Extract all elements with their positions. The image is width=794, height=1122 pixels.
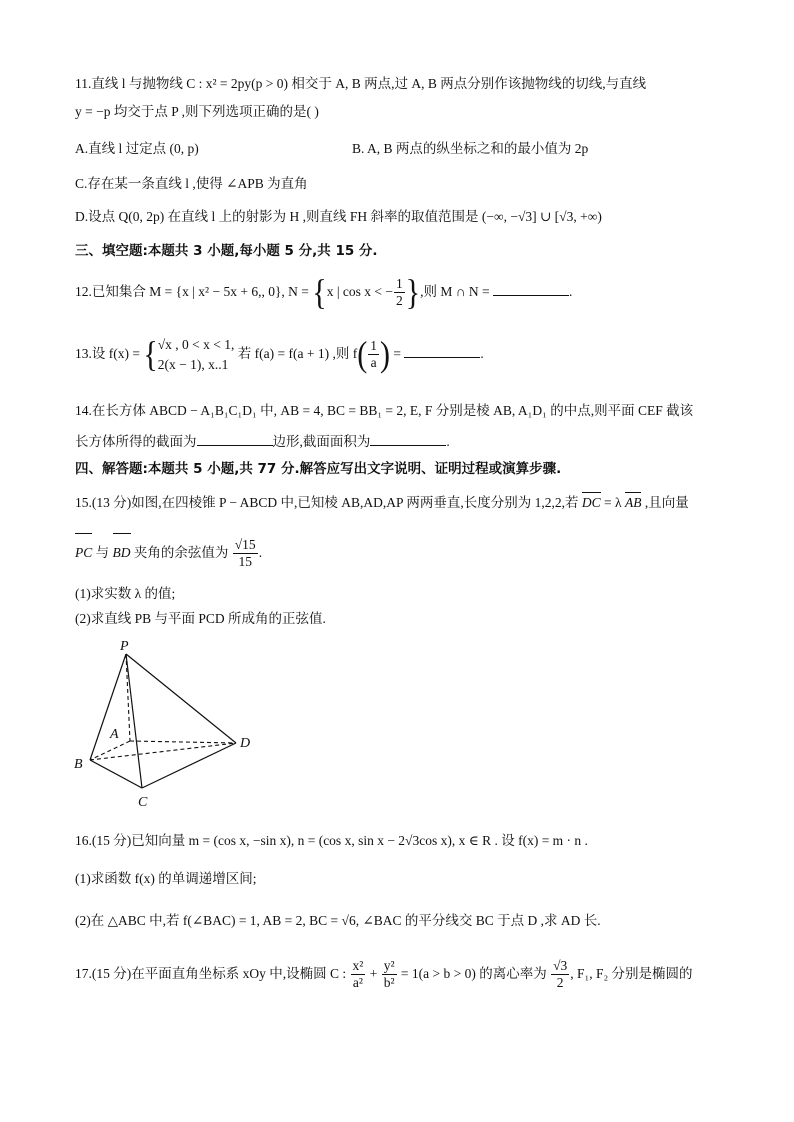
q15-line1	[75, 494, 689, 512]
q15-line1-b: = λ	[600, 495, 625, 510]
q13-fraction	[368, 338, 379, 371]
right-paren-icon: )	[379, 334, 390, 375]
right-brace-icon: }	[405, 272, 421, 313]
label-p: P	[120, 639, 129, 654]
q11-option-c: C.存在某一条直线 l ,使得 ∠APB 为直角	[75, 176, 308, 191]
q11-line2: y = −p 均交于点 P ,则下列选项正确的是( )	[75, 104, 319, 119]
edge-ad	[130, 741, 236, 743]
q12-set-n: x | cos x < −	[326, 284, 394, 299]
q17-a: 17.(15 分)在平面直角坐标系 xOy 中,设椭圆 C :	[75, 966, 350, 981]
q15-line2-c: .	[258, 545, 263, 560]
q13-condition: 若 f(a) = f(a + 1) ,则 f	[237, 346, 358, 361]
q13-prefix: 13.设 f(x) =	[75, 346, 144, 361]
q12-frac-den: 2	[396, 293, 403, 309]
vector-bd: BD	[113, 535, 131, 571]
q17-frac-x	[351, 958, 366, 991]
q15-sub1: (1)求实数 λ 的值;	[75, 586, 176, 601]
q17-f1-num: x²	[352, 958, 364, 974]
q12-prefix: 12.已知集合	[75, 284, 146, 299]
q12-line: 12.已知集合 M = {x | x² − 5x + 6,, 0}, N = {x | cos x < − $\frac{1}{2}$ },则 M ∩ N = .	[75, 272, 573, 313]
q11-option-b: B. A, B 两点的纵坐标之和的最小值为 2p	[352, 141, 589, 156]
q14-line2-c: .	[446, 434, 450, 449]
piecewise-brace-icon: {	[143, 334, 158, 375]
left-paren-icon: (	[357, 334, 368, 375]
q12-frac-num: 1	[396, 276, 403, 292]
q15-frac-den: 15	[238, 554, 252, 570]
q13-eq: =	[389, 346, 405, 361]
label-c: C	[138, 795, 148, 810]
q14-line2-a: 长方体所得的截面为	[75, 434, 197, 449]
label-a: A	[110, 727, 119, 742]
edge-bd	[90, 743, 236, 760]
q16-sub2: (2)在 △ABC 中,若 f(∠BAC) = 1, AB = 2, BC = √6, ∠BAC 的平分线交 BC 于点 D ,求 AD 长.	[75, 913, 601, 928]
q15-line1-a: 15.(13 分)如图,在四棱锥 P − ABCD 中,已知棱 AB,AD,AP 两两垂直,长度分别为 1,2,2,若	[75, 495, 582, 510]
q17-frac-e	[551, 958, 569, 991]
q13-frac-num: 1	[370, 338, 377, 354]
q13-piece-2: 2(x − 1), x..1	[157, 356, 229, 372]
q15-line2-a: 与	[92, 545, 113, 560]
label-d: D	[240, 736, 251, 751]
q12-fraction	[394, 276, 405, 309]
q12-set-m: M = {x | x² − 5x + 6,, 0}, N =	[149, 284, 313, 299]
q12-answer-blank[interactable]	[493, 283, 569, 296]
vector-ab: AB	[624, 495, 642, 510]
edge-pd	[126, 654, 236, 743]
q15-frac-num: √15	[234, 537, 256, 553]
vector-dc: DC	[581, 495, 601, 510]
section-4-heading: 四、解答题:本题共 5 小题,共 77 分.解答应写出文字说明、证明过程或演算步骤.	[75, 461, 562, 477]
q13-piece-1: √x , 0 < x < 1,	[157, 336, 235, 352]
q13-answer-blank[interactable]	[404, 345, 480, 358]
q11-line1: 11.直线 l 与抛物线 C : x² = 2py(p > 0) 相交于 A, B 两点,过 A, B 两点分别作该抛物线的切线,与直线	[75, 76, 647, 91]
label-b: B	[74, 757, 83, 772]
edge-pb	[90, 654, 126, 760]
q15-line2	[75, 535, 262, 571]
q11-option-d: D.设点 Q(0, 2p) 在直线 l 上的射影为 H ,则直线 FH 斜率的取值范围是 (−∞, −√3] ∪ [√3, +∞)	[75, 209, 602, 224]
q15-line2-b: 夹角的余弦值为	[130, 545, 232, 560]
vector-pc: PC	[75, 535, 92, 571]
q14-line1: 14.在长方体 ABCD − A₁B₁C₁D₁ 中, AB = 4, BC = BB₁ = 2, E, F 分别是棱 AB, A₁D₁ 的中点,则平面 CEF 截该	[75, 403, 694, 418]
q13-line: 13.设 f(x) = { √x , 0 < x < 1, 2(x − 1), x..1 若 f(a) = f(a + 1) ,则 f( $\frac{1}{a}$ ) = .	[75, 334, 484, 375]
q17-frac-y	[382, 958, 397, 991]
q17-c: , F₁, F₂ 分别是椭圆的	[570, 966, 693, 981]
q16-line1: 16.(15 分)已知向量 m = (cos x, −sin x), n = (cos x, sin x − 2√3cos x), x ∈ R . 设 f(x) = m · n .	[75, 833, 588, 848]
q14-answer-blank-1[interactable]	[197, 433, 273, 446]
q17-plus: +	[366, 966, 381, 981]
q11-option-a: A.直线 l 过定点 (0, p)	[75, 141, 199, 156]
q13-piecewise	[158, 335, 235, 375]
q17-f2-num: y²	[383, 958, 395, 974]
q17-line1	[75, 956, 693, 992]
q17-f1-den: a²	[352, 975, 363, 991]
q15-sub2: (2)求直线 PB 与平面 PCD 所成角的正弦值.	[75, 611, 326, 626]
section-3-heading: 三、填空题:本题共 3 小题,每小题 5 分,共 15 分.	[75, 243, 378, 259]
pyramid-figure	[70, 638, 270, 813]
edge-bc	[90, 760, 142, 788]
q17-f2-den: b²	[383, 975, 395, 991]
q15-fraction	[233, 537, 258, 570]
edge-pc	[126, 654, 142, 788]
q14-answer-blank-2[interactable]	[370, 433, 446, 446]
q15-line1-c: ,且向量	[641, 495, 689, 510]
q16-sub1: (1)求函数 f(x) 的单调递增区间;	[75, 871, 257, 886]
q13-frac-den: a	[370, 355, 377, 371]
edge-cd	[142, 743, 236, 788]
q17-f3-den: 2	[556, 975, 564, 991]
q14-line2-b: 边形,截面面积为	[272, 434, 371, 449]
q17-b: = 1(a > b > 0) 的离心率为	[397, 966, 551, 981]
q14-line2	[75, 433, 450, 451]
q12-suffix: ,则 M ∩ N =	[420, 284, 494, 299]
q17-f3-num: √3	[553, 958, 568, 974]
left-brace-icon: {	[312, 272, 327, 313]
